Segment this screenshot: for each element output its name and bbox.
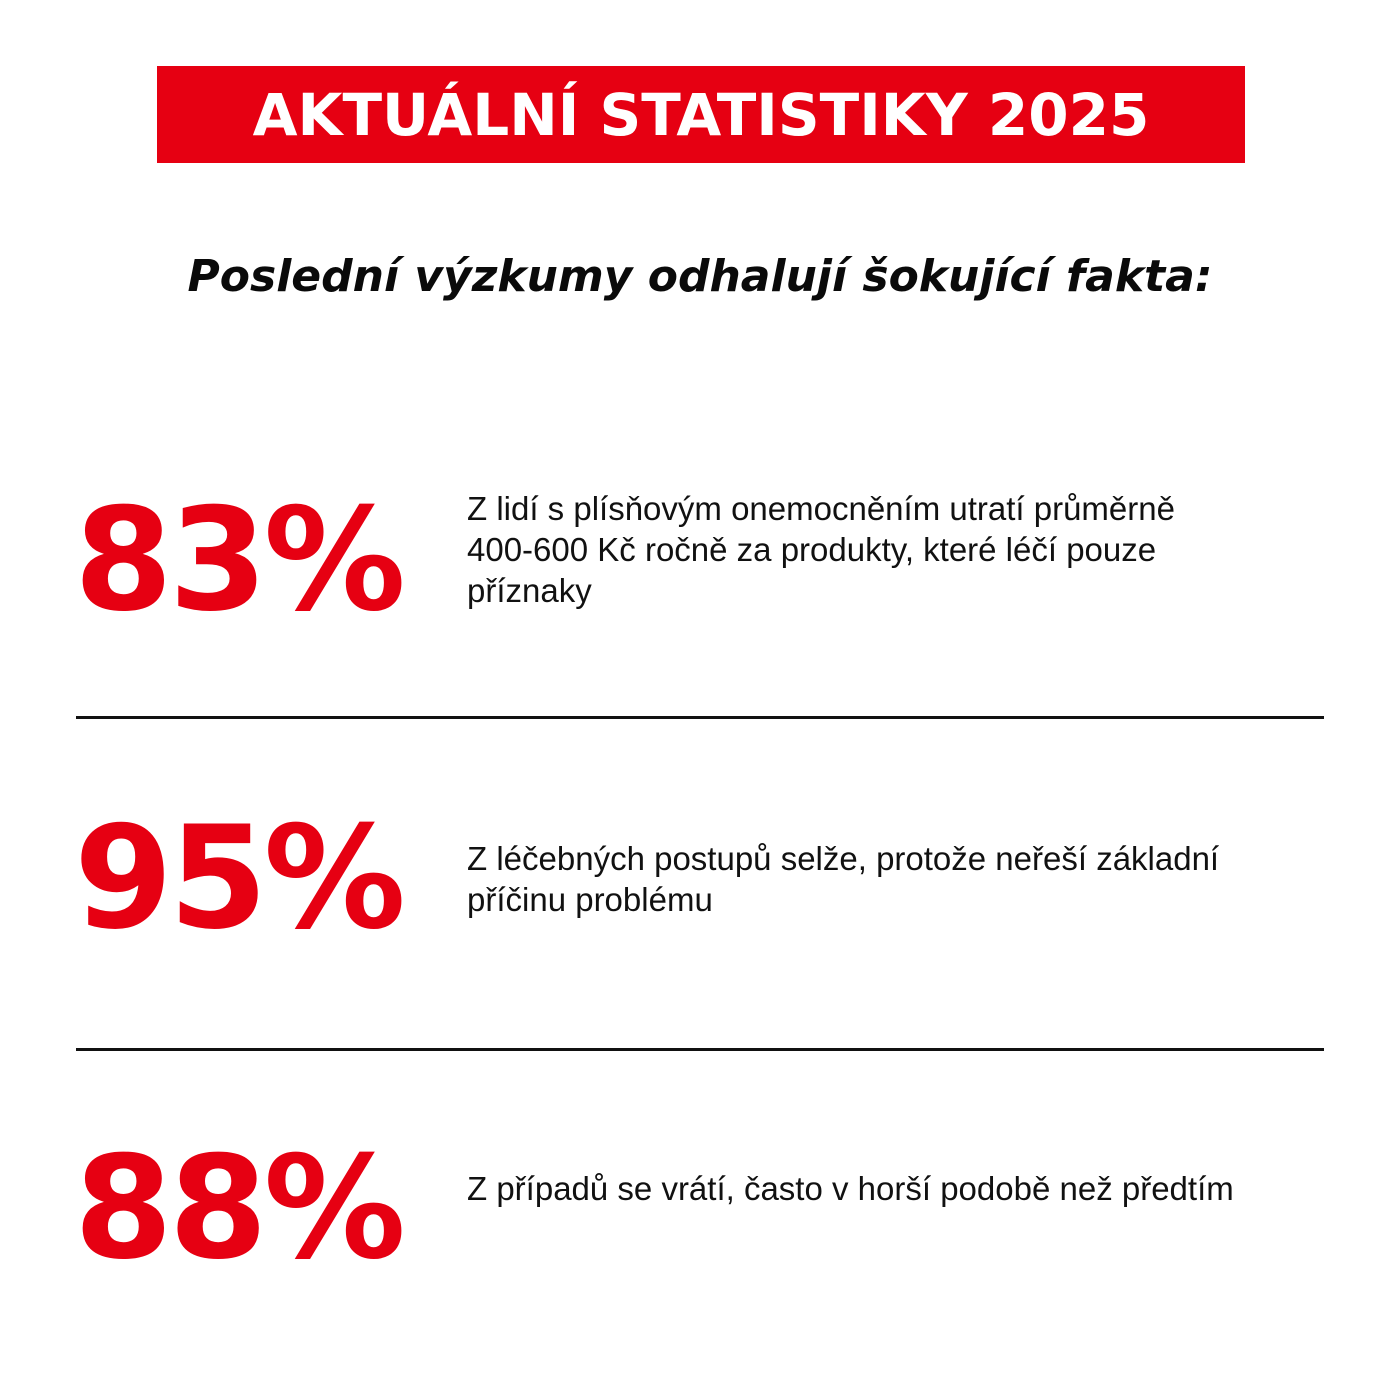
stat-description: Z lidí s plísňovým onemocněním utratí průměrně 400-600 Kč ročně za produkty, které léčí pouze příznaky [467, 490, 1175, 609]
stat-value: 88% [74, 1126, 402, 1291]
stat-value: 95% [74, 796, 402, 961]
divider [76, 1048, 1324, 1051]
title-banner [157, 66, 1245, 163]
divider [76, 716, 1324, 719]
page-title: AKTUÁLNÍ STATISTIKY 2025 [252, 80, 1150, 149]
page-subtitle: Poslední výzkumy odhalují šokující fakta: [187, 251, 1213, 302]
stat-description: Z případů se vrátí, často v horší podobě než předtím [467, 1170, 1234, 1207]
stat-value: 83% [74, 478, 402, 643]
stat-description: Z léčebných postupů selže, protože neřeší základní příčinu problému [467, 840, 1220, 918]
